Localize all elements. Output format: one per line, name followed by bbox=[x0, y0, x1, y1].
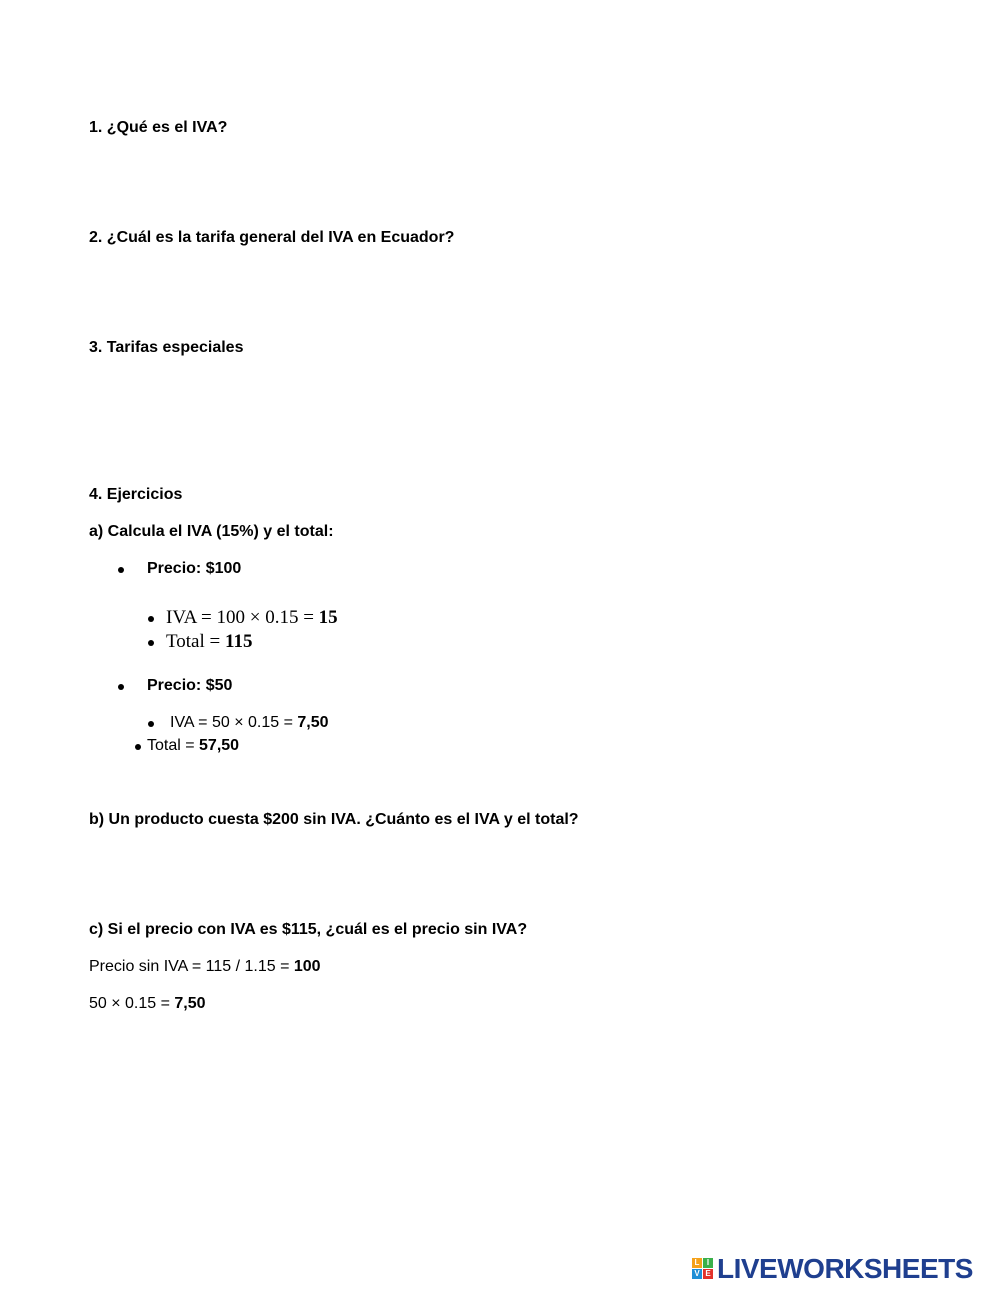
question-2: 2. ¿Cuál es la tarifa general del IVA en Ecuador? bbox=[89, 229, 455, 246]
item1-iva-line bbox=[166, 607, 338, 629]
item1-iva-result: 15 bbox=[318, 607, 338, 628]
question-3: 3. Tarifas especiales bbox=[89, 339, 244, 356]
liveworksheets-logo[interactable] bbox=[692, 1254, 973, 1284]
liveworksheets-mark-icon bbox=[692, 1258, 714, 1280]
exercise-c-line2-result: 7,50 bbox=[174, 995, 206, 1012]
exercise-c-line2-text: 50 × 0.15 = bbox=[89, 995, 175, 1012]
item2-label: Precio: $50 bbox=[147, 677, 233, 694]
question-4: 4. Ejercicios bbox=[89, 486, 183, 503]
item2-total-line bbox=[147, 737, 239, 755]
bullet-icon bbox=[148, 616, 154, 622]
exercise-c-line1 bbox=[89, 958, 321, 976]
item2-total-result: 57,50 bbox=[199, 737, 240, 754]
bullet-icon bbox=[148, 640, 154, 646]
bullet-icon bbox=[148, 721, 154, 727]
item1-total-line bbox=[166, 631, 252, 653]
item2-iva-result: 7,50 bbox=[297, 714, 329, 731]
exercise-a-heading: a) Calcula el IVA (15%) y el total: bbox=[89, 523, 334, 540]
exercise-c-line1-text: Precio sin IVA = 115 / 1.15 = bbox=[89, 958, 294, 975]
item1-total-text: Total = bbox=[166, 631, 225, 652]
item1-iva-text: IVA = 100 × 0.15 = bbox=[166, 607, 319, 628]
item1-label: Precio: $100 bbox=[147, 560, 242, 577]
exercise-c-heading: c) Si el precio con IVA es $115, ¿cuál es el precio sin IVA? bbox=[89, 921, 528, 938]
item2-iva-line bbox=[170, 714, 329, 732]
bullet-icon bbox=[118, 567, 124, 573]
logo-mark-letter: L bbox=[692, 1258, 702, 1268]
logo-mark-letter: I bbox=[703, 1258, 713, 1268]
bullet-icon bbox=[135, 744, 141, 750]
question-1: 1. ¿Qué es el IVA? bbox=[89, 119, 228, 136]
liveworksheets-brand-text: LIVEWORKSHEETS bbox=[717, 1253, 973, 1284]
exercise-b-heading: b) Un producto cuesta $200 sin IVA. ¿Cuánto es el IVA y el total? bbox=[89, 811, 579, 828]
exercise-c-line2 bbox=[89, 995, 206, 1013]
item2-total-text: Total = bbox=[147, 737, 200, 754]
exercise-c-line1-result: 100 bbox=[293, 958, 321, 975]
bullet-icon bbox=[118, 684, 124, 690]
logo-mark-letter: V bbox=[692, 1269, 702, 1279]
item2-iva-text: IVA = 50 × 0.15 = bbox=[170, 714, 298, 731]
item1-total-result: 115 bbox=[225, 631, 253, 652]
logo-mark-letter: E bbox=[703, 1269, 713, 1279]
